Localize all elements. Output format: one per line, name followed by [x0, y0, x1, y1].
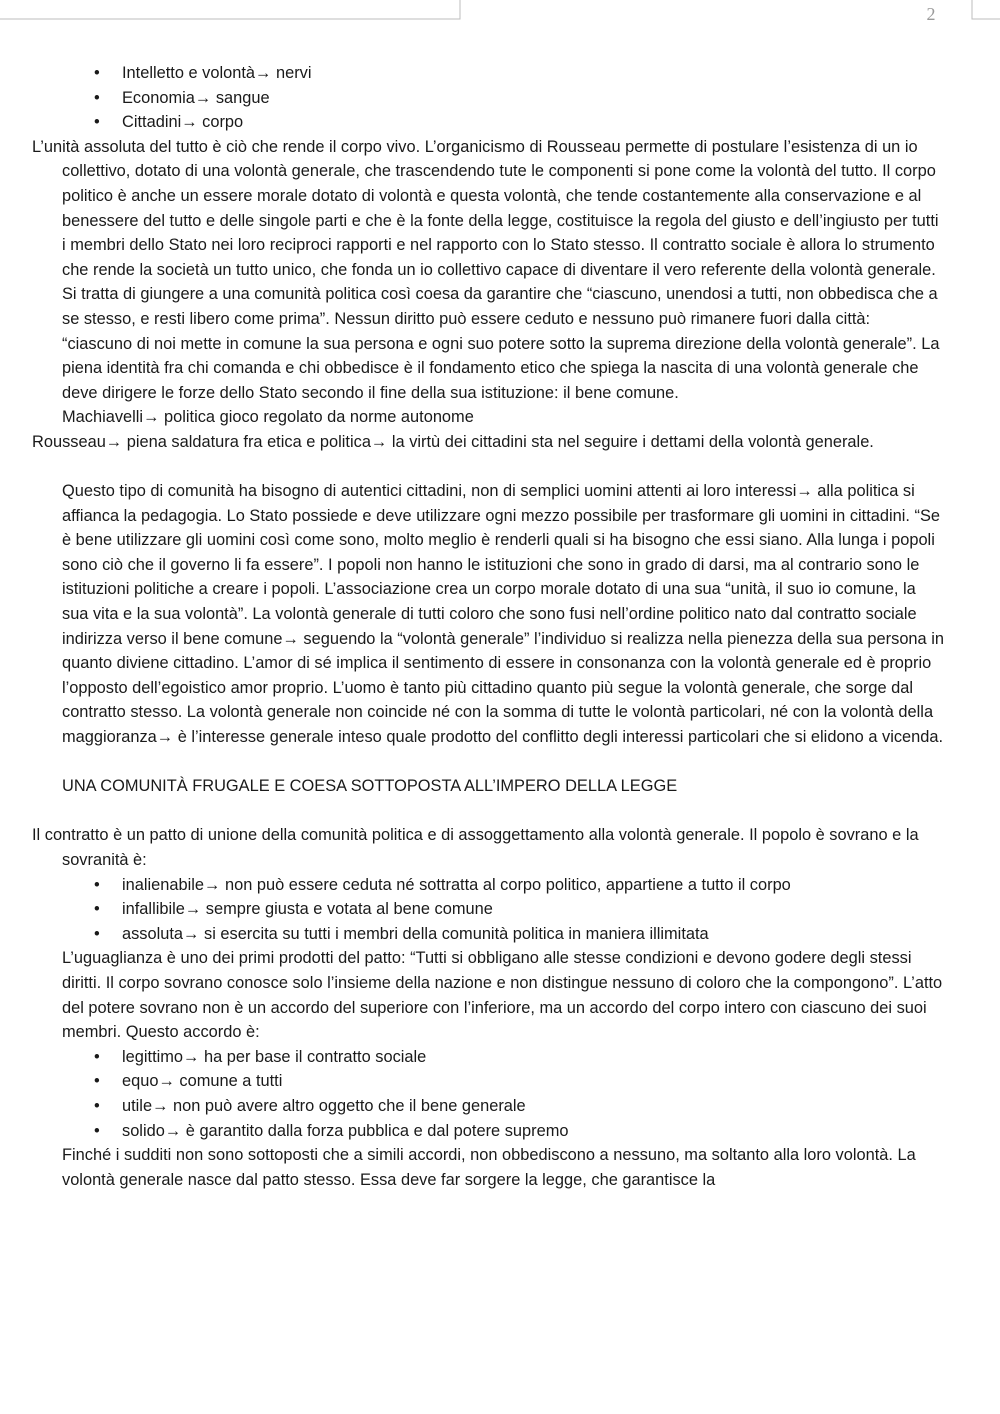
list-item: • Economia→ sangue [32, 86, 944, 111]
paragraph-rousseau: Rousseau→ piena saldatura fra etica e politica→ la virtù dei cittadini sta nel seguire i dettami della volontà generale. [32, 432, 874, 451]
list-item: • Intelletto e volontà→ nervi [32, 61, 944, 86]
list-item: • assoluta→ si esercita su tutti i membri della comunità politica in maniera illimitata [32, 922, 944, 947]
paragraph-subjects: Finché i sudditi non sono sottoposti che a simili accordi, non obbediscono a nessuno, ma soltanto alla loro volontà. La volontà generale nasce dal patto stesso. Essa deve far sorgere la legge, che garantisce la [62, 1146, 916, 1189]
paragraph-organicism: L’unità assoluta del tutto è ciò che rende il corpo vivo. L’organicismo di Rousseau permette di postulare l’esistenza di un io collettivo, dotato di una volontà generale, che trascendendo tute le componenti si pone come la volontà del tutto. Il corpo politico è anche un essere morale dotato di volontà e questa volontà, che tende costantemente alla conservazione e al benessere del tutto e delle singole parti e che è la fonte della legge, costituisce la regola del giusto e dell’ingiusto per tutti i membri dello Stato nei loro reciproci rapporti e nel rapporto con lo Stato stesso. Il contratto sociale è allora lo strumento che rende la società un tutto unico, che fonda un io collettivo capace di diventare il vero referente della volontà generale. Si tratta di giungere a una comunità politica così coesa da garantire che “ciascuno, unendosi a tutti, non obbedisca che a se stesso, e resti libero come prima”. Nessun diritto può essere ceduto e nessuno può rimanere fuori dalla città: “ciascuno di noi mette in comune la sua persona e ogni suo potere sotto la suprema direzione della volontà generale”. La piena identità fra chi comanda e chi obbedisce è il fondamento etico che spiega la nascita di una volontà generale che deve dirigere le forze dello Stato secondo il fine della sua istituzione: il bene comune. [32, 137, 940, 402]
page-number: 2 [926, 4, 936, 24]
list-item: • equo→ comune a tutti [32, 1069, 944, 1094]
page-corner-marks [0, 0, 1000, 24]
paragraph-contract: Il contratto è un patto di unione della comunità politica e di assoggettamento alla volontà generale. Il popolo è sovrano e la sovranità è: [32, 826, 919, 869]
list-item: • solido→ è garantito dalla forza pubblica e dal potere supremo [32, 1119, 944, 1144]
list-item: • utile→ non può avere altro oggetto che il bene generale [32, 1094, 944, 1119]
bullet-list-sovereignty [32, 873, 944, 947]
paragraph-equality: L’uguaglianza è uno dei primi prodotti del patto: “Tutti si obbligano alle stesse condizioni e devono godere degli stessi diritti. Il corpo sovrano conosce solo l’insieme della nazione e non distingue nessuno di coloro che la compongono”. L’atto del potere sovrano non è un accordo del superiore con l’inferiore, ma un accordo del corpo intero con ciascuno dei suoi membri. Questo accordo è: [62, 949, 943, 1042]
list-item: • legittimo→ ha per base il contratto sociale [32, 1045, 944, 1070]
list-item: • inalienabile→ non può essere ceduta né sottratta al corpo politico, appartiene a tutto il corpo [32, 873, 944, 898]
section-heading: UNA COMUNITÀ FRUGALE E COESA SOTTOPOSTA ALL’IMPERO DELLA LEGGE [62, 777, 678, 796]
bullet-list-agreement [32, 1045, 944, 1143]
bullet-list-organism [32, 61, 944, 135]
list-item: • Cittadini→ corpo [32, 110, 944, 135]
paragraph-citizens: Questo tipo di comunità ha bisogno di autentici cittadini, non di semplici uomini attenti ai loro interessi→ alla politica si affianca la pedagogia. Lo Stato possiede e deve utilizzare ogni mezzo possibile per trasformare gli uomini in cittadini. “Se è bene utilizzare gli uomini così come sono, molto meglio è renderli quali si ha bisogno che essi siano. Alla lunga i popoli sono ciò che il governo li fa essere”. I popoli non hanno le istituzioni che sono in grado di darsi, ma al contrario sono le istituzioni politiche a creare i popoli. L’associazione crea un corpo morale dotato di una sua “unità, il suo io comune, la sua vita e la sua volontà”. La volontà generale di tutti coloro che sono fusi nell’ordine politico nato dal contratto sociale indirizza verso il bene comune→ seguendo la “volontà generale” l’individuo si realizza nella pienezza della sua persona in quanto diviene cittadino. L’amor di sé implica il sentimento di essere in consonanza con la volontà generale ed è proprio l’opposto dell’egoistico amor proprio. L’uomo è tanto più cittadino quanto più segue la volontà generale, che sorge dal contratto stesso. La volontà generale non coincide né con la somma di tutte le volontà particolari, né con la volontà della maggioranza→ è l’interesse generale inteso quale prodotto del conflitto degli interessi particolari che si elidono a vicenda. [62, 482, 944, 747]
document-body [32, 61, 944, 1192]
paragraph-machiavelli: Machiavelli→ politica gioco regolato da norme autonome [62, 408, 474, 427]
list-item: • infallibile→ sempre giusta e votata al bene comune [32, 897, 944, 922]
